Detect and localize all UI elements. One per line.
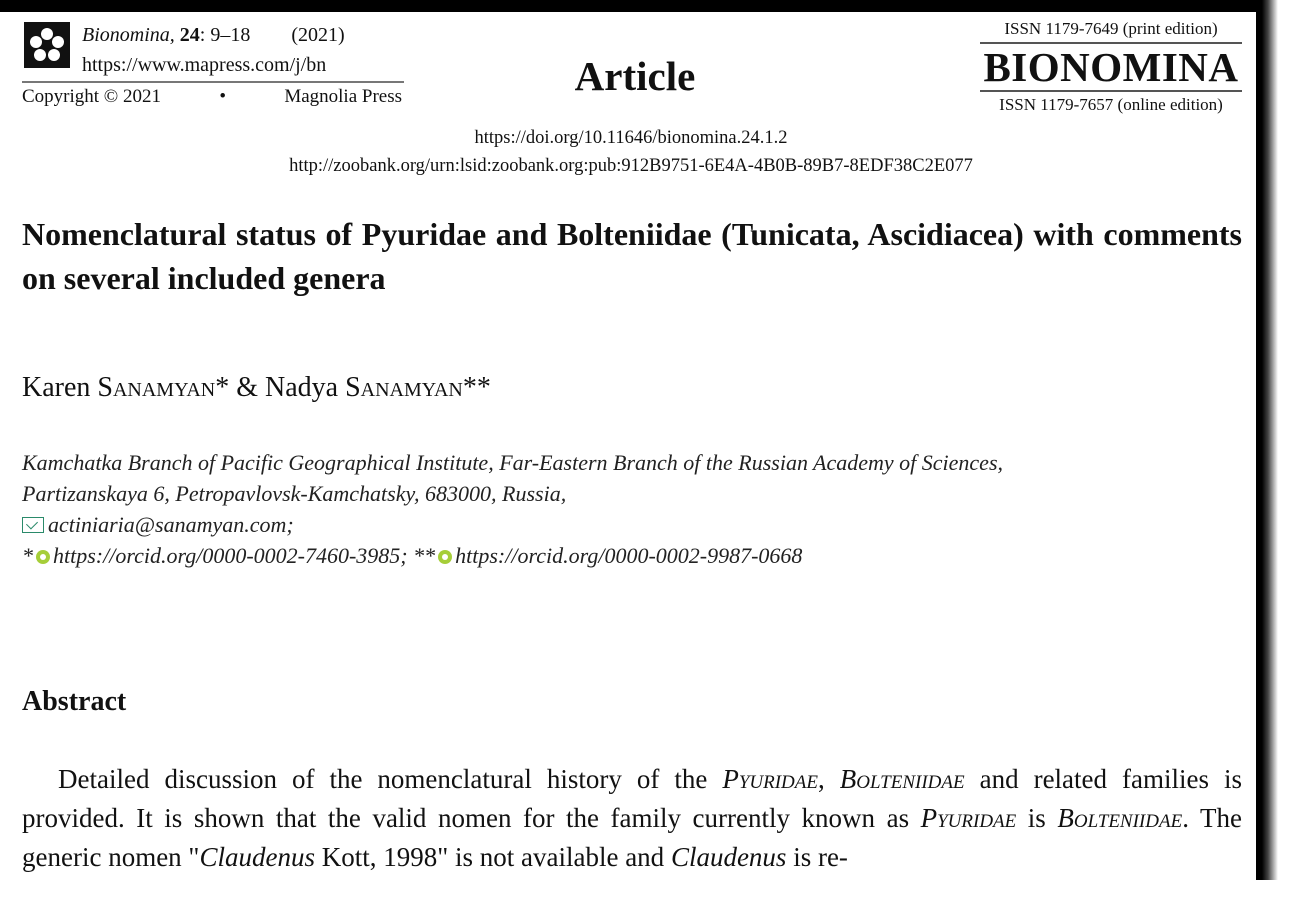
zoobank-link[interactable]: http://zoobank.org/urn:lsid:zoobank.org:pub:912B9751-6E4A-4B0B-89B7-8EDF38C2E077 bbox=[289, 156, 973, 176]
journal-volume: 24 bbox=[179, 24, 200, 46]
abstract-paragraph bbox=[22, 760, 1242, 877]
abstract-text: Detailed discussion of the nomenclatural history of the bbox=[58, 764, 723, 794]
copyright-text: Copyright © 2021 bbox=[22, 86, 161, 107]
identifiers bbox=[0, 124, 1262, 180]
genus-claudenus: Claudenus bbox=[670, 842, 787, 872]
page-bottom-fade bbox=[0, 872, 1262, 900]
author-1-mark: * bbox=[215, 372, 230, 403]
abstract-text: and related families is provided. It is shown that the valid nomen for the family currently known as bbox=[22, 764, 1242, 833]
issn-online: ISSN 1179-7657 (online edition) bbox=[999, 95, 1223, 114]
magnolia-logo bbox=[24, 22, 70, 68]
orcid-2-link[interactable]: https://orcid.org/0000-0002-9987-0668 bbox=[455, 543, 803, 568]
author-2-mark: ** bbox=[462, 372, 491, 403]
separator-dot: • bbox=[219, 86, 226, 107]
top-border bbox=[0, 0, 1262, 12]
email-line bbox=[22, 509, 1242, 540]
author-1-given: Karen bbox=[22, 372, 98, 403]
orcid-1-link[interactable]: https://orcid.org/0000-0002-7460-3985; bbox=[53, 543, 408, 568]
taxon-bolteniidae: Bolteniidae bbox=[1057, 803, 1183, 833]
abstract-heading: Abstract bbox=[22, 686, 127, 717]
journal-url[interactable]: https://www.mapress.com/j/bn bbox=[82, 54, 327, 76]
orcid-2-mark: ** bbox=[407, 543, 436, 568]
author-list bbox=[22, 372, 491, 404]
envelope-icon bbox=[22, 517, 44, 533]
author-conjunction: & bbox=[229, 372, 265, 403]
doi-link[interactable]: https://doi.org/10.11646/bionomina.24.1.2 bbox=[474, 128, 788, 148]
page-shadow bbox=[1256, 0, 1278, 880]
article-title: Nomenclatural status of Pyuridae and Bolteniidae (Tunicata, Ascidiacea) with comments on several included genera bbox=[22, 216, 1242, 296]
affiliation-line-1: Kamchatka Branch of Pacific Geographical Institute, Far-Eastern Branch of the Russian Academy of Sciences, bbox=[22, 450, 1004, 475]
abstract-text: , bbox=[818, 764, 840, 794]
issn-print: ISSN 1179-7649 (print edition) bbox=[1004, 19, 1218, 38]
genus-claudenus: Claudenus bbox=[199, 842, 315, 872]
journal-name: Bionomina, bbox=[82, 24, 175, 46]
abstract-text: is re- bbox=[786, 842, 848, 872]
abstract-body bbox=[22, 760, 1242, 877]
header-rule bbox=[22, 81, 404, 83]
email-link[interactable]: actiniaria@sanamyan.com; bbox=[48, 512, 294, 537]
taxon-pyuridae: Pyuridae bbox=[722, 764, 818, 794]
orcid-icon bbox=[438, 550, 452, 564]
orcid-line bbox=[22, 540, 1242, 571]
author-1-family: Sanamyan bbox=[97, 372, 216, 403]
article-type-label: Article bbox=[574, 53, 696, 99]
affiliation-line-2: Partizanskaya 6, Petropavlovsk-Kamchatsky, 683000, Russia, bbox=[22, 481, 567, 506]
author-2-given: Nadya bbox=[265, 372, 346, 403]
copyright-line bbox=[22, 86, 402, 108]
orcid-icon bbox=[36, 550, 50, 564]
abstract-text: Kott, 1998" is not available and bbox=[314, 842, 671, 872]
orcid-1-mark: * bbox=[22, 543, 33, 568]
affiliation-block bbox=[22, 447, 1242, 571]
taxon-bolteniidae: Bolteniidae bbox=[839, 764, 965, 794]
author-2-family: Sanamyan bbox=[345, 372, 463, 403]
abstract-text: is bbox=[1016, 803, 1058, 833]
journal-pages: : 9–18 bbox=[199, 24, 251, 46]
journal-citation bbox=[82, 20, 345, 80]
abstract-text: . The generic nomen " bbox=[22, 803, 1242, 872]
journal-brand: BIONOMINA bbox=[980, 42, 1242, 92]
journal-masthead bbox=[980, 18, 1242, 116]
taxon-pyuridae: Pyuridae bbox=[920, 803, 1017, 833]
journal-year: (2021) bbox=[291, 24, 345, 46]
publisher-name: Magnolia Press bbox=[284, 86, 402, 107]
